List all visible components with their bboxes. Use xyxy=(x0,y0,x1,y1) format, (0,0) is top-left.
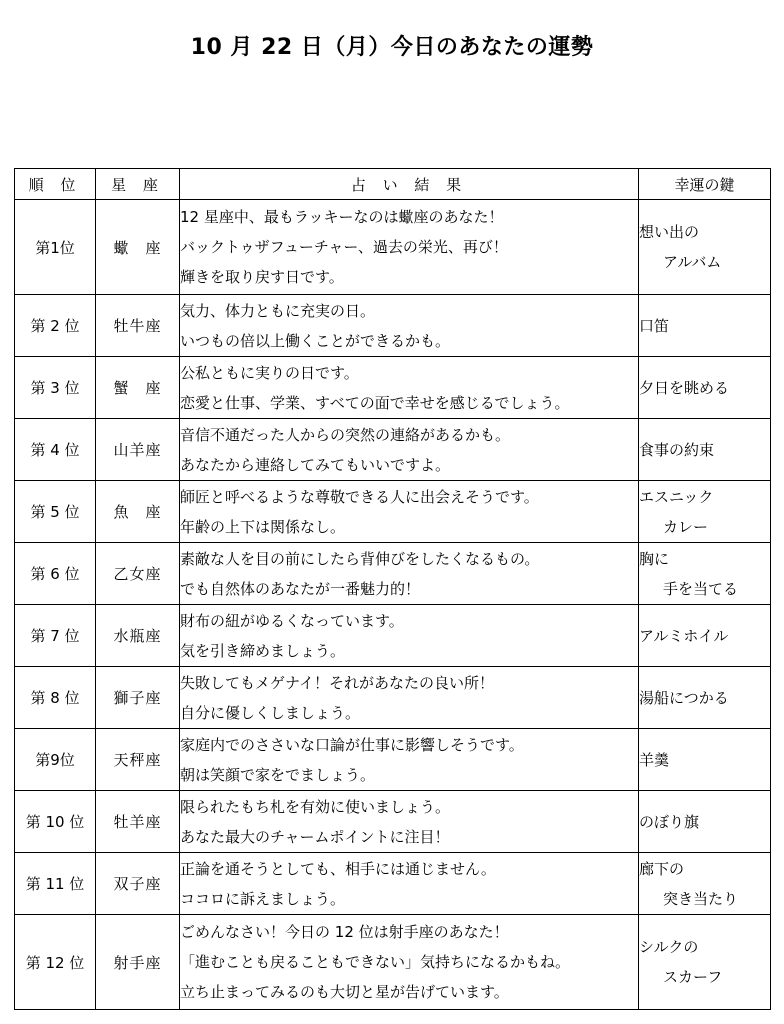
result-line: 財布の紐がゆるくなっています。 xyxy=(180,611,404,630)
rank-cell: 第9位 xyxy=(15,729,96,791)
sign-cell: 乙女座 xyxy=(96,543,180,605)
result-line: でも自然体のあなたが一番魅力的！ xyxy=(180,579,421,598)
rank-cell: 第 8 位 xyxy=(15,667,96,729)
sign-cell: 牡牛座 xyxy=(96,295,180,357)
result-cell xyxy=(180,729,639,791)
result-cell xyxy=(180,853,639,915)
lucky-key-line: 羊羹 xyxy=(639,750,670,769)
lucky-key-line: 手を当てる xyxy=(663,579,739,598)
result-line: 気を引き締めましょう。 xyxy=(180,641,346,660)
result-line: 素敵な人を目の前にしたら背伸びをしたくなるもの。 xyxy=(180,549,540,568)
rank-cell: 第 12 位 xyxy=(15,915,96,1010)
lucky-key-line: 湯船につかる xyxy=(639,688,729,707)
lucky-key-cell xyxy=(639,853,771,915)
sign-cell: 蟹 座 xyxy=(96,357,180,419)
lucky-key-line: 夕日を眺める xyxy=(639,378,730,397)
lucky-key-line: 胸に xyxy=(639,549,670,568)
result-cell xyxy=(180,357,639,419)
table-row xyxy=(15,791,771,853)
table-header-row xyxy=(15,169,771,200)
lucky-key-line: 廊下の xyxy=(639,859,685,878)
header-sign: 星 座 xyxy=(96,169,180,200)
lucky-key-cell xyxy=(639,200,771,295)
table-row xyxy=(15,419,771,481)
sign-cell: 双子座 xyxy=(96,853,180,915)
lucky-key-line: 食事の約束 xyxy=(639,440,715,459)
header-rank: 順 位 xyxy=(15,169,96,200)
result-cell xyxy=(180,915,639,1010)
rank-cell: 第 6 位 xyxy=(15,543,96,605)
result-line: あなた最大のチャームポイントに注目！ xyxy=(180,827,450,846)
table-row xyxy=(15,200,771,295)
lucky-key-line: シルクの xyxy=(639,938,699,956)
result-line: 12 星座中、最もラッキーなのは蠍座のあなた！ xyxy=(180,208,504,226)
result-line: いつもの倍以上働くことができるかも。 xyxy=(180,331,451,350)
lucky-key-line: のぼり旗 xyxy=(639,812,700,831)
result-line: 失敗してもメゲナイ！それがあなたの良い所！ xyxy=(180,673,494,692)
table-row xyxy=(15,357,771,419)
result-line: ごめんなさい！今日の 12 位は射手座のあなた！ xyxy=(180,923,509,941)
result-line: 立ち止まってみるのも大切と星が告げています。 xyxy=(180,983,509,1001)
result-line: あなたから連絡してみてもいいですよ。 xyxy=(180,455,451,474)
result-line: 正論を通そうとしても、相手には通じません。 xyxy=(180,859,496,878)
rank-cell: 第 3 位 xyxy=(15,357,96,419)
result-cell xyxy=(180,667,639,729)
lucky-key-cell xyxy=(639,605,771,667)
lucky-key-cell xyxy=(639,915,771,1010)
result-cell xyxy=(180,419,639,481)
lucky-key-cell xyxy=(639,295,771,357)
header-result: 占 い 結 果 xyxy=(180,169,639,200)
lucky-key-line: スカーフ xyxy=(663,968,723,986)
result-line: 輝きを取り戻す日です。 xyxy=(180,268,344,286)
rank-cell: 第 5 位 xyxy=(15,481,96,543)
result-cell xyxy=(180,791,639,853)
table-row xyxy=(15,481,771,543)
result-line: ココロに訴えましょう。 xyxy=(180,889,346,908)
result-line: 恋愛と仕事、学業、すべての面で幸せを感じるでしょう。 xyxy=(180,393,570,412)
lucky-key-cell xyxy=(639,543,771,605)
table-row xyxy=(15,667,771,729)
result-cell xyxy=(180,295,639,357)
sign-cell: 山羊座 xyxy=(96,419,180,481)
lucky-key-cell xyxy=(639,791,771,853)
lucky-key-cell xyxy=(639,481,771,543)
result-line: 家庭内でのささいな口論が仕事に影響しそうです。 xyxy=(180,735,524,754)
result-line: バックトゥザフューチャー、過去の栄光、再び！ xyxy=(180,238,508,256)
lucky-key-line: エスニック xyxy=(639,487,714,506)
lucky-key-line: アルバム xyxy=(663,253,722,271)
rank-cell: 第 10 位 xyxy=(15,791,96,853)
lucky-key-line: アルミホイル xyxy=(639,626,729,645)
result-line: 朝は笑顔で家をでましょう。 xyxy=(180,765,376,784)
rank-cell: 第 7 位 xyxy=(15,605,96,667)
result-line: 気力、体力ともに充実の日。 xyxy=(180,301,376,320)
result-line: 音信不通だった人からの突然の連絡があるかも。 xyxy=(180,425,511,444)
sign-cell: 牡羊座 xyxy=(96,791,180,853)
result-line: 自分に優しくしましょう。 xyxy=(180,703,361,722)
lucky-key-cell xyxy=(639,357,771,419)
table-row xyxy=(15,295,771,357)
result-cell xyxy=(180,605,639,667)
result-line: 師匠と呼べるような尊敬できる人に出会えそうです。 xyxy=(180,487,539,506)
lucky-key-cell xyxy=(639,667,771,729)
rank-cell: 第1位 xyxy=(15,200,96,295)
lucky-key-line: 想い出の xyxy=(639,223,700,241)
result-line: 「進むことも戻ることもできない」気持ちになるかもね。 xyxy=(180,953,571,971)
rank-cell: 第 11 位 xyxy=(15,853,96,915)
table-row xyxy=(15,915,771,1010)
lucky-key-cell xyxy=(639,729,771,791)
sign-cell: 魚 座 xyxy=(96,481,180,543)
lucky-key-line: カレー xyxy=(663,517,709,536)
rank-cell: 第 2 位 xyxy=(15,295,96,357)
table-row xyxy=(15,853,771,915)
sign-cell: 水瓶座 xyxy=(96,605,180,667)
rank-cell: 第 4 位 xyxy=(15,419,96,481)
lucky-key-line: 口笛 xyxy=(639,316,670,335)
result-cell xyxy=(180,543,639,605)
table-row xyxy=(15,605,771,667)
lucky-key-cell xyxy=(639,419,771,481)
result-cell xyxy=(180,481,639,543)
sign-cell: 天秤座 xyxy=(96,729,180,791)
fortune-table xyxy=(14,168,771,1010)
table-row xyxy=(15,543,771,605)
header-key: 幸運の鍵 xyxy=(639,169,771,200)
result-line: 公私ともに実りの日です。 xyxy=(180,363,359,382)
sign-cell: 蠍 座 xyxy=(96,200,180,295)
result-line: 限られたもち札を有効に使いましょう。 xyxy=(180,797,451,816)
result-line: 年齢の上下は関係なし。 xyxy=(180,517,346,536)
lucky-key-line: 突き当たり xyxy=(663,889,739,908)
result-cell xyxy=(180,200,639,295)
sign-cell: 獅子座 xyxy=(96,667,180,729)
page-title: 10 月 22 日（月）今日のあなたの運勢 xyxy=(190,35,594,60)
table-row xyxy=(15,729,771,791)
sign-cell: 射手座 xyxy=(96,915,180,1010)
